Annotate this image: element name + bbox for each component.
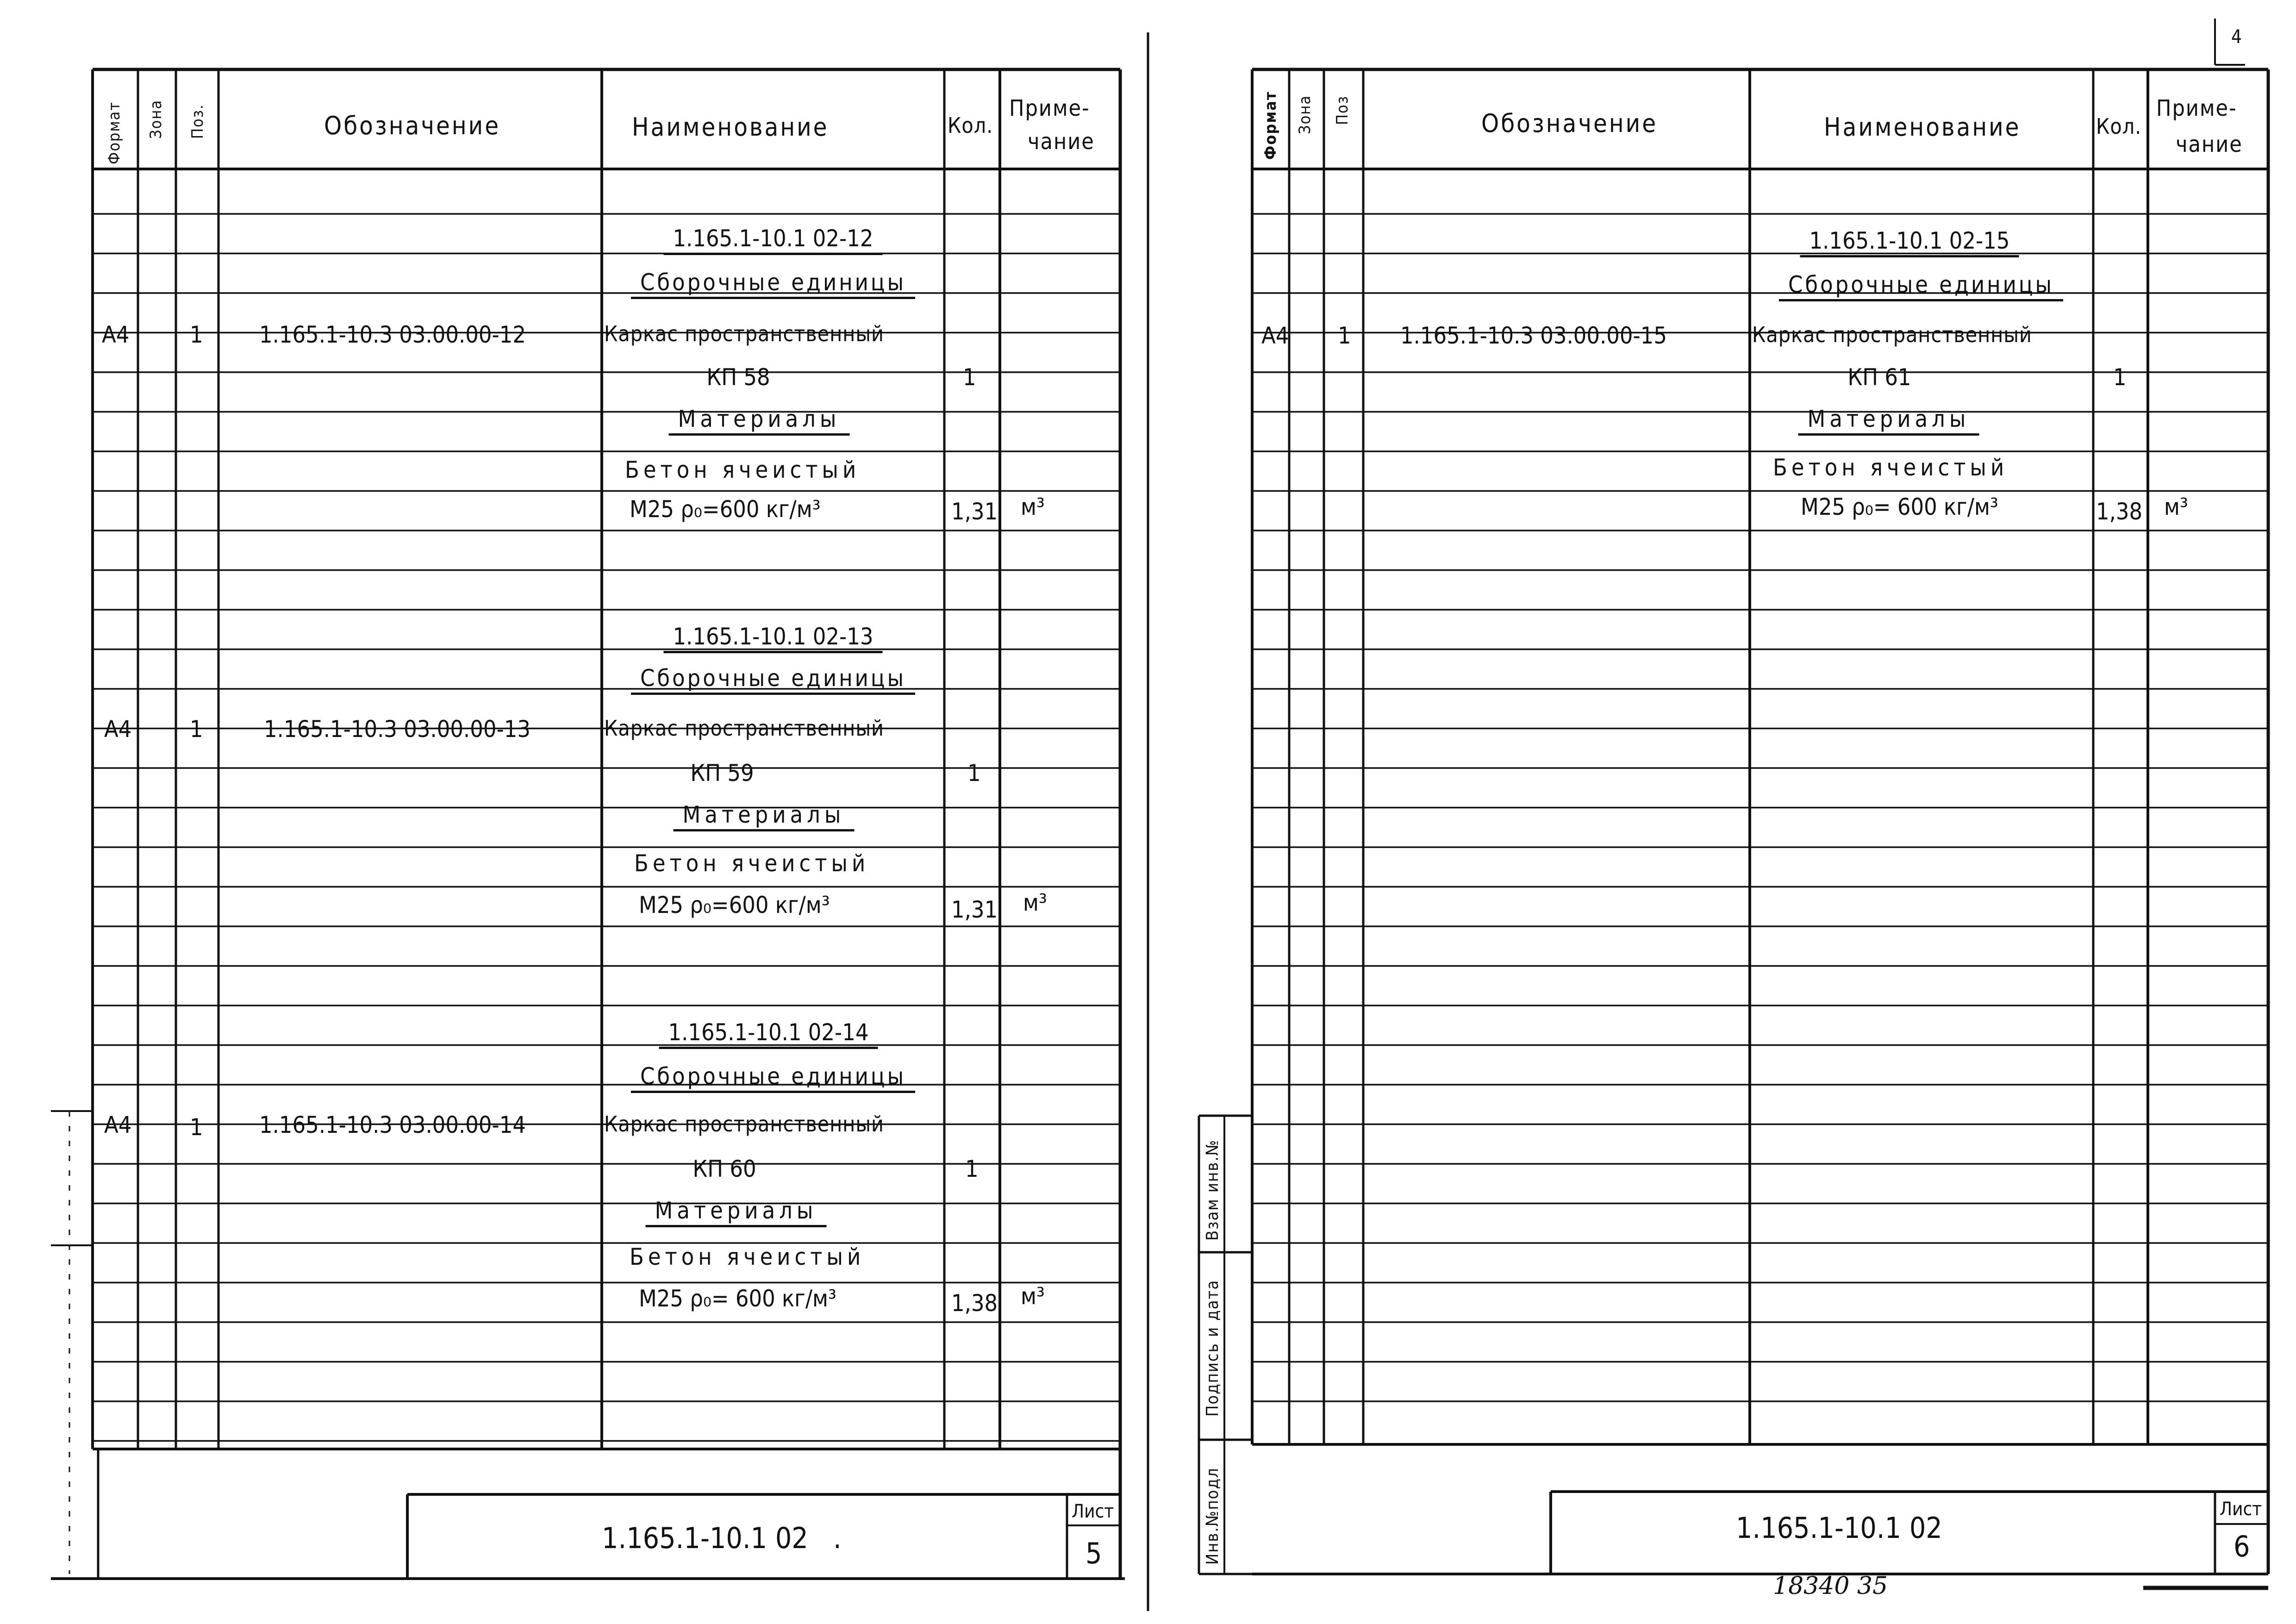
row-concrete: Бетон ячеистый (1773, 454, 2009, 481)
materials-heading: Материалы (1798, 407, 1979, 436)
header-note-top: Приме- (2156, 95, 2237, 121)
header-note-bottom: чание (2176, 131, 2243, 157)
row-position: 1 (190, 321, 203, 348)
group-doc-code: 1.165.1-10.1 02-15 (1800, 229, 2019, 257)
header-name: Наименование (1824, 112, 2021, 142)
row-position: 1 (190, 716, 203, 743)
row-format: А4 (1261, 322, 1289, 349)
row-concrete: Бетон ячеистый (634, 850, 870, 877)
row-mark-qty: 1 (965, 1156, 979, 1182)
header-name: Наименование (632, 112, 829, 142)
row-grade-qty: 1,38 (951, 1290, 998, 1317)
header-note-bottom: чание (1028, 129, 1095, 155)
header-designation: Обозначение (1481, 109, 1658, 138)
handwritten-inventory-number: 18340 35 (1773, 1572, 1888, 1600)
sheet-label: Лист (1072, 1501, 1114, 1522)
assembly-units-heading: Сборочные единицы (631, 667, 915, 695)
stamp-document-code: 1.165.1-10.1 02 (1736, 1511, 1942, 1545)
row-grade-qty: 1,31 (951, 498, 998, 525)
header-zone: Зона (147, 99, 165, 139)
row-mark: КП 60 (693, 1156, 756, 1182)
row-position: 1 (1338, 322, 1351, 349)
side-stamp-signature-date: Подпись и дата (1203, 1279, 1222, 1417)
stamp-dot: . (833, 1521, 842, 1555)
header-zone: Зона (1296, 94, 1314, 134)
stamp-document-code: 1.165.1-10.1 02 (602, 1521, 808, 1555)
row-grade: М25 ρ₀= 600 кг/м³ (639, 1285, 836, 1312)
row-mark-qty: 1 (963, 364, 976, 391)
sheet-number: 5 (1086, 1537, 1102, 1570)
row-mark: КП 59 (690, 760, 754, 787)
materials-heading: Материалы (646, 1199, 827, 1227)
side-stamp-replaced-inventory: Взам инв.№ (1203, 1139, 1222, 1241)
assembly-units-heading: Сборочные единицы (631, 271, 915, 299)
group-doc-code: 1.165.1-10.1 02-14 (659, 1021, 878, 1049)
right-sheet (1148, 0, 2296, 1624)
assembly-units-heading: Сборочные единицы (1779, 273, 2063, 301)
group-doc-code: 1.165.1-10.1 02-12 (664, 227, 883, 255)
header-position: Поз. (188, 104, 207, 139)
side-stamp-original-inventory: Инв.№подл (1203, 1467, 1222, 1565)
corner-page-mark: 4 (2231, 26, 2242, 48)
row-mark-qty: 1 (2113, 364, 2127, 391)
header-format: Формат (105, 101, 124, 164)
header-format: Формат (1261, 91, 1280, 160)
header-quantity: Кол. (2096, 114, 2142, 139)
row-grade-qty: 1,38 (2096, 498, 2143, 525)
materials-heading: Материалы (669, 407, 850, 436)
row-name: Каркас пространственный (1752, 322, 2032, 347)
header-note-top: Приме- (1009, 95, 1090, 121)
row-grade: М25 ρ₀= 600 кг/м³ (1801, 493, 1998, 520)
row-designation: 1.165.1-10.3 03.00.00-13 (264, 716, 530, 743)
row-format: А4 (102, 321, 130, 348)
row-grade: М25 ρ₀=600 кг/м³ (630, 496, 821, 523)
row-mark: КП 61 (1847, 364, 1911, 391)
row-unit: м³ (1021, 1283, 1045, 1310)
row-position: 1 (190, 1114, 203, 1141)
row-designation: 1.165.1-10.3 03.00.00-14 (259, 1112, 526, 1138)
header-quantity: Кол. (948, 113, 993, 138)
row-format: А4 (104, 716, 132, 743)
sheet-number: 6 (2234, 1530, 2250, 1563)
header-designation: Обозначение (324, 111, 501, 140)
row-name: Каркас пространственный (604, 716, 884, 741)
row-unit: м³ (1023, 889, 1047, 916)
right-sheet-grid (1148, 0, 2296, 1624)
row-designation: 1.165.1-10.3 03.00.00-12 (259, 321, 526, 348)
row-mark-qty: 1 (967, 760, 981, 787)
sheet-label: Лист (2220, 1499, 2262, 1520)
materials-heading: Материалы (674, 803, 855, 831)
assembly-units-heading: Сборочные единицы (631, 1065, 915, 1093)
row-mark: КП 58 (706, 364, 770, 391)
row-name: Каркас пространственный (604, 1112, 884, 1137)
row-format: А4 (104, 1112, 132, 1138)
row-concrete: Бетон ячеистый (630, 1243, 865, 1270)
row-grade-qty: 1,31 (951, 896, 998, 923)
row-name: Каркас пространственный (604, 321, 884, 346)
row-designation: 1.165.1-10.3 03.00.00-15 (1400, 322, 1667, 349)
row-unit: м³ (2164, 493, 2188, 520)
header-position: Поз (1333, 95, 1352, 125)
row-unit: м³ (1021, 493, 1045, 520)
group-doc-code: 1.165.1-10.1 02-13 (664, 625, 883, 653)
row-grade: М25 ρ₀=600 кг/м³ (639, 892, 830, 918)
row-concrete: Бетон ячеистый (625, 456, 861, 483)
